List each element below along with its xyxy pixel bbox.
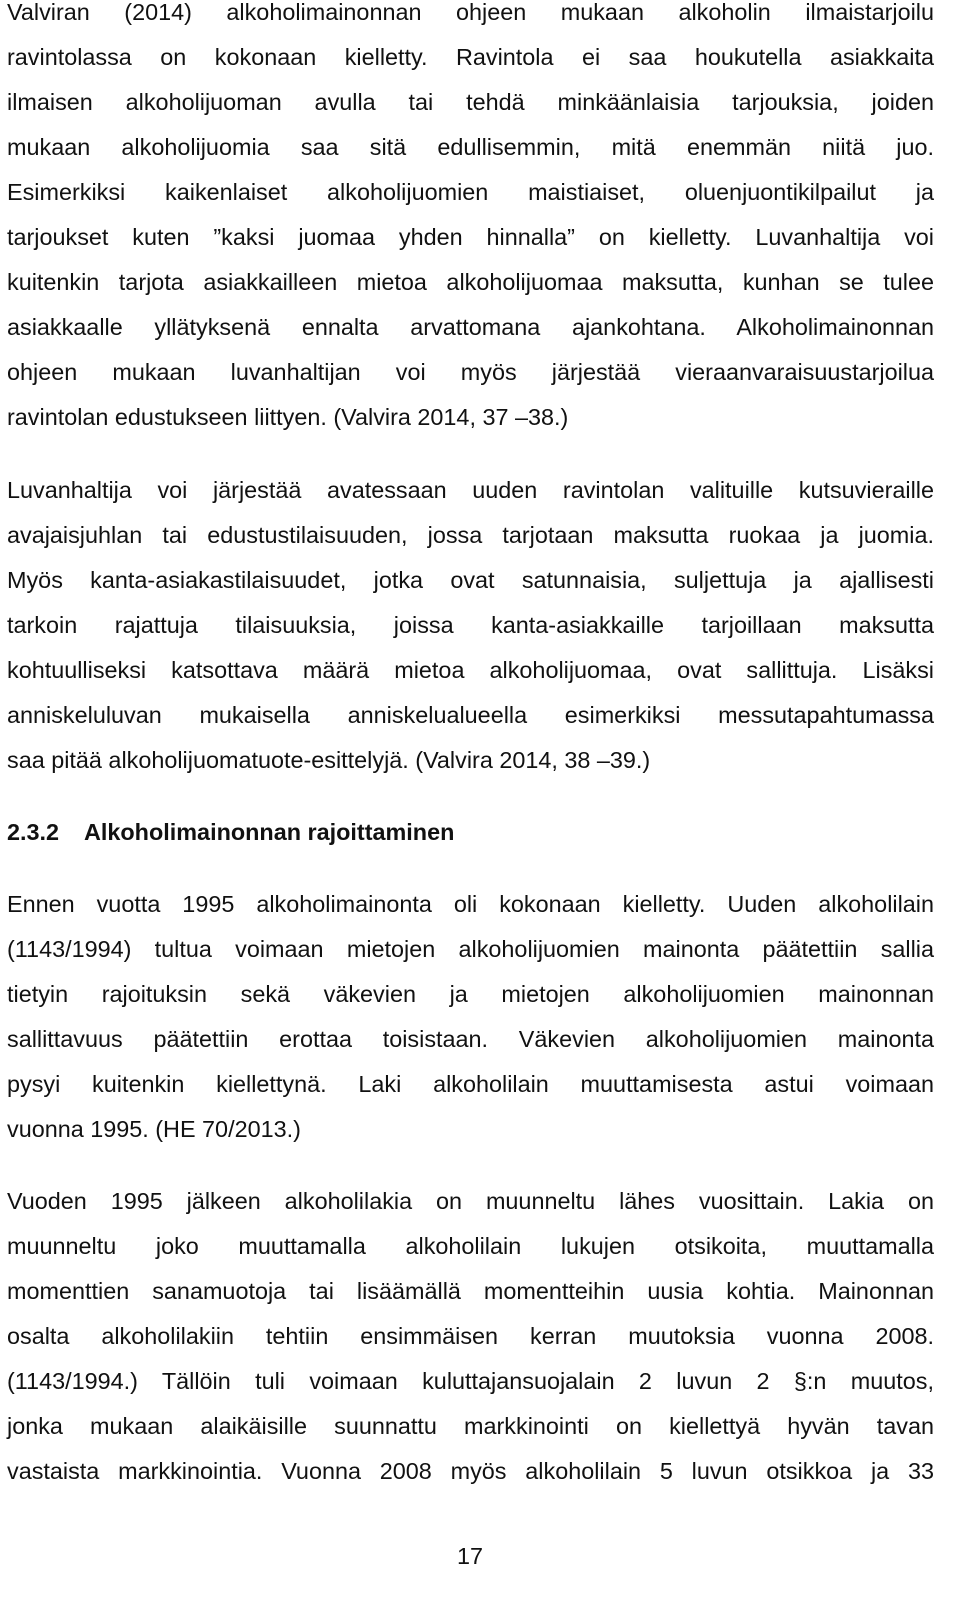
text-line: Luvanhaltija voi järjestää avatessaan uuden ravintolan valituille kutsuvieraille	[7, 477, 934, 503]
text-line: asiakkaalle yllätyksenä ennalta arvattomana ajankohtana. Alkoholimainonnan	[7, 314, 934, 340]
text-line: ohjeen mukaan luvanhaltijan voi myös järjestää vieraanvaraisuustarjoilua	[7, 359, 934, 385]
text-line: anniskeluluvan mukaisella anniskelualueella esimerkiksi messutapahtumassa	[7, 702, 934, 728]
text-line: Valviran (2014) alkoholimainonnan ohjeen mukaan alkoholin ilmaistarjoilu	[7, 0, 934, 25]
text-line: saa pitää alkoholijuomatuote-esittelyjä. (Valvira 2014, 38 –39.)	[7, 747, 651, 773]
text-line: jonka mukaan alaikäisille suunnattu markkinointi on kiellettyä hyvän tavan	[7, 1413, 934, 1439]
text-line: osalta alkoholilakiin tehtiin ensimmäisen kerran muutoksia vuonna 2008.	[7, 1323, 934, 1349]
text-line: mukaan alkoholijuomia saa sitä edullisemmin, mitä enemmän niitä juo.	[7, 134, 934, 160]
text-line: ravintolassa on kokonaan kielletty. Ravintola ei saa houkutella asiakkaita	[7, 44, 934, 70]
text-line: momenttien sanamuotoja tai lisäämällä momentteihin uusia kohtia. Mainonnan	[7, 1278, 934, 1304]
text-line: Esimerkiksi kaikenlaiset alkoholijuomien maistiaiset, oluenjuontikilpailut ja	[7, 179, 934, 205]
text-line: kohtuulliseksi katsottava määrä mietoa alkoholijuomaa, ovat sallittuja. Lisäksi	[7, 657, 934, 683]
page-number: 17	[456, 1543, 484, 1569]
text-line: (1143/1994) tultua voimaan mietojen alkoholijuomien mainonta päätettiin sallia	[7, 936, 934, 962]
text-line: tietyin rajoituksin sekä väkevien ja mietojen alkoholijuomien mainonnan	[7, 981, 934, 1007]
text-line: Myös kanta-asiakastilaisuudet, jotka ovat satunnaisia, suljettuja ja ajallisesti	[7, 567, 934, 593]
text-line: muunneltu joko muuttamalla alkoholilain lukujen otsikoita, muuttamalla	[7, 1233, 934, 1259]
text-line: ilmaisen alkoholijuoman avulla tai tehdä minkäänlaisia tarjouksia, joiden	[7, 89, 934, 115]
text-line: pysyi kuitenkin kiellettynä. Laki alkoholilain muuttamisesta astui voimaan	[7, 1071, 934, 1097]
text-line: Vuoden 1995 jälkeen alkoholilakia on muunneltu lähes vuosittain. Lakia on	[7, 1188, 934, 1214]
text-line: vastaista markkinointia. Vuonna 2008 myös alkoholilain 5 luvun otsikkoa ja 33	[7, 1458, 934, 1484]
text-line: tarjoukset kuten ”kaksi juomaa yhden hinnalla” on kielletty. Luvanhaltija voi	[7, 224, 934, 250]
text-line: Ennen vuotta 1995 alkoholimainonta oli kokonaan kielletty. Uuden alkoholilain	[7, 891, 934, 917]
text-line: avajaisjuhlan tai edustustilaisuuden, jossa tarjotaan maksutta ruokaa ja juomia.	[7, 522, 934, 548]
text-line: tarkoin rajattuja tilaisuuksia, joissa kanta-asiakkaille tarjoillaan maksutta	[7, 612, 934, 638]
section-heading	[7, 817, 454, 847]
text-line: sallittavuus päätettiin erottaa toisistaan. Väkevien alkoholijuomien mainonta	[7, 1026, 934, 1052]
text-line: kuitenkin tarjota asiakkailleen mietoa alkoholijuomaa maksutta, kunhan se tulee	[7, 269, 934, 295]
section-number: 2.3.2	[7, 819, 60, 845]
text-line: vuonna 1995. (HE 70/2013.)	[7, 1116, 301, 1142]
text-line: (1143/1994.) Tällöin tuli voimaan kuluttajansuojalain 2 luvun 2 §:n muutos,	[7, 1368, 934, 1394]
text-line: ravintolan edustukseen liittyen. (Valvira 2014, 37 –38.)	[7, 404, 569, 430]
section-title: Alkoholimainonnan rajoittaminen	[84, 819, 455, 845]
